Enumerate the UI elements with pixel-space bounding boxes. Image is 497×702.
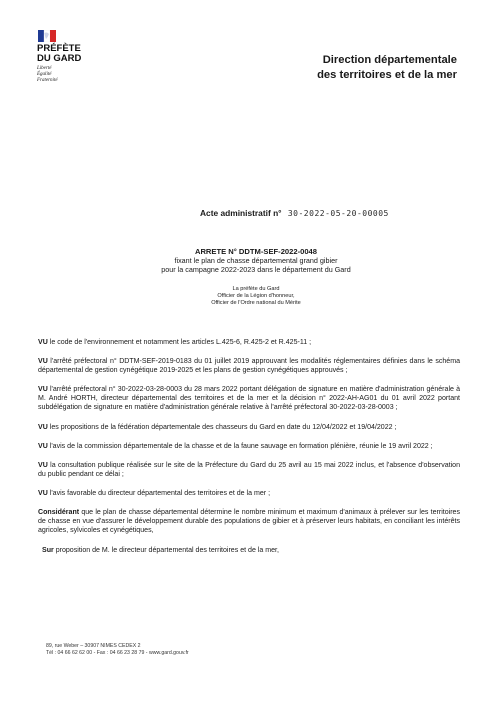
footer-address: 89, rue Weber – 30907 NIMES CEDEX 2 xyxy=(46,643,141,649)
marianne-flag-icon xyxy=(38,30,56,42)
page-footer xyxy=(46,643,346,657)
direction-heading xyxy=(257,53,457,83)
paragraph-text: l'avis de la commission départementale de la chasse et de la faune sauvage en formation plénière, réunie le 19 avril 2022 ; xyxy=(47,442,433,450)
arrete-header xyxy=(120,247,392,275)
paragraph-keyword: VU xyxy=(38,423,48,431)
paragraph-keyword: VU xyxy=(38,490,48,498)
paragraph-vu xyxy=(38,357,460,375)
paragraph-sur-proposition xyxy=(42,546,460,555)
paragraph-keyword: VU xyxy=(38,339,48,346)
paragraph-vu xyxy=(38,385,460,412)
prefete-line1: La préfète du Gard xyxy=(232,286,280,292)
direction-line2: des territoires et de la mer xyxy=(317,69,457,81)
paragraph-keyword: Sur xyxy=(42,546,54,554)
paragraph-vu xyxy=(38,423,460,432)
paragraph-vu xyxy=(38,442,460,451)
logo-line2: DU GARD xyxy=(37,53,82,64)
acte-label: Acte administratif n° xyxy=(200,208,282,218)
motto-egalite: Égalité xyxy=(37,72,52,77)
document-body xyxy=(38,338,460,565)
acte-administratif xyxy=(200,208,460,218)
paragraph-text: l'arrêté préfectoral n° DDTM-SEF-2019-0183 du 01 juillet 2019 approuvant les modalités réglementaires définies dans le schéma départemental de gestion cynégétique 2019-2025 et les plans de gestion cynégétiques approuvés ; xyxy=(38,358,460,375)
paragraph-text: que le plan de chasse départemental détermine le nombre minimum et maximum d'animaux à prélever sur les territoires de chasse en vue d'assurer le développement durable des populations de gibier et à préserver leurs habitats, en conciliant les intérêts agricoles, sylvicoles et cynégétiques, xyxy=(38,509,460,535)
arrete-subtitle-line2: pour la campagne 2022-2023 dans le département du Gard xyxy=(161,265,351,275)
prefete-block xyxy=(150,286,362,307)
paragraph-keyword: VU xyxy=(38,386,48,394)
footer-contact: Tél : 04 66 62 62 00 - Fax : 04 66 23 28 79 - www.gard.gouv.fr xyxy=(46,650,189,656)
paragraph-vu xyxy=(38,338,460,347)
motto-liberte: Liberté xyxy=(37,66,52,71)
paragraph-text: la consultation publique réalisée sur le site de la Préfecture du Gard du 25 avril au 15 mai 2022 inclus, et l'absence d'observation du public pendant ce délai ; xyxy=(38,461,460,478)
logo-motto xyxy=(37,66,117,84)
arrete-number: ARRETE N° DDTM-SEF-2022-0048 xyxy=(194,247,318,256)
arrete-subtitle-line1: fixant le plan de chasse départemental grand gibier xyxy=(174,256,338,266)
paragraph-keyword: VU xyxy=(38,442,48,450)
paragraph-text: l'arrêté préfectoral n° 30-2022-03-28-0003 du 28 mars 2022 portant délégation de signature en matière d'administration générale à M. André HORTH, directeur départemental des territoires et de la mer et la décision n° 2022-AH-AG01 du 01 avril 2022 portant subdélégation de signature en matière d'administration générale relative à l'arrêté préfectoral 30-2022-03-28-0003 ; xyxy=(38,386,460,412)
paragraph-vu xyxy=(38,489,460,498)
logo-title xyxy=(37,44,117,64)
paragraph-text: proposition de M. le directeur départemental des territoires et de la mer, xyxy=(53,546,279,554)
paragraph-keyword: VU xyxy=(38,461,48,469)
paragraph-text: le code de l'environnement et notamment les articles L.425-6, R.425-2 et R.425-11 ; xyxy=(47,339,312,346)
motto-fraternite: Fraternité xyxy=(37,78,58,83)
prefete-line3: Officier de l'Ordre national du Mérite xyxy=(211,300,301,306)
paragraph-keyword: Considérant xyxy=(38,509,80,517)
acte-number-handwritten: 30-2022-05-20-00005 xyxy=(287,209,389,218)
paragraph-vu xyxy=(38,461,460,479)
paragraph-text: l'avis favorable du directeur départemental des territoires et de la mer ; xyxy=(47,490,271,498)
paragraph-keyword: VU xyxy=(38,358,48,366)
direction-line1: Direction départementale xyxy=(322,54,457,66)
paragraph-considerant xyxy=(38,508,460,535)
logo-line1: PRÉFÈTE xyxy=(37,43,81,54)
prefete-line2: Officier de la Légion d'honneur, xyxy=(217,293,295,299)
paragraph-text: les propositions de la fédération départementale des chasseurs du Gard en date du 12/04/2022 et 19/04/2022 ; xyxy=(47,423,397,431)
prefecture-logo xyxy=(37,30,117,84)
